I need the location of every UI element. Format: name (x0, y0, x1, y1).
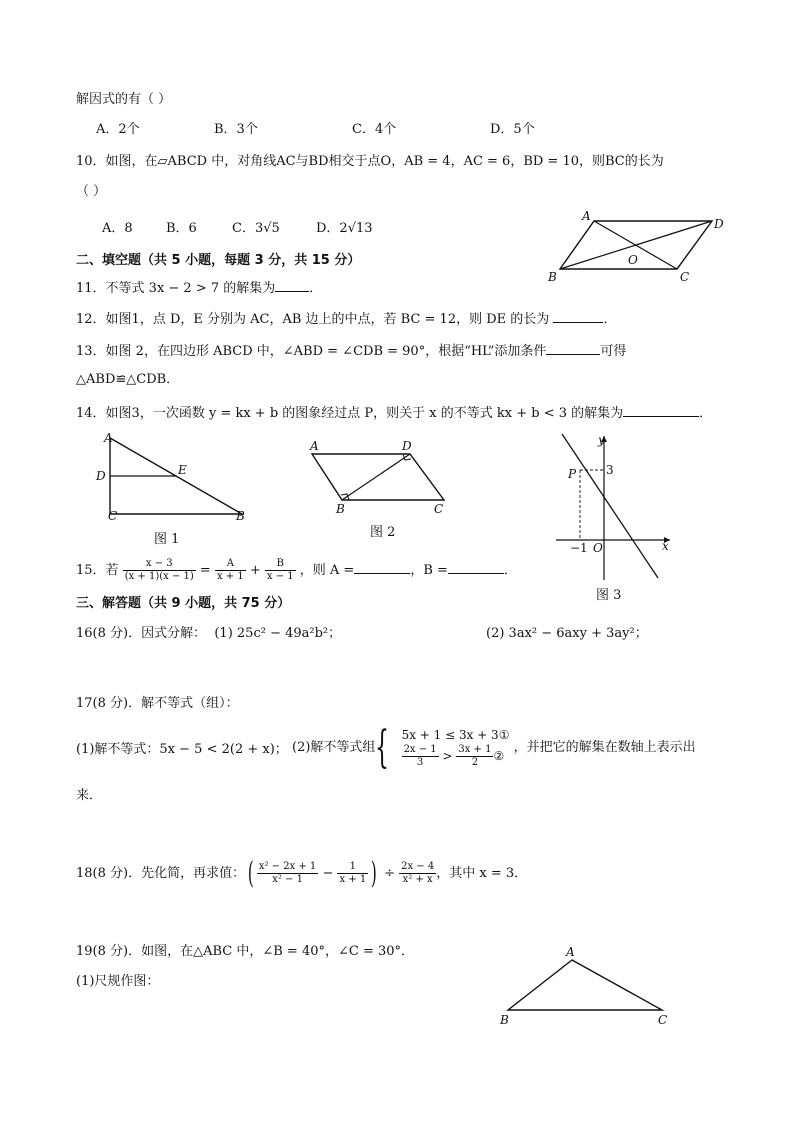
label-a: A (310, 439, 319, 453)
q19-text: 19(8 分)．如图，在△ABC 中，∠B = 40°，∠C = 30°． (76, 944, 415, 959)
label-e: E (178, 463, 187, 477)
q17-brace: { (375, 721, 390, 773)
q17-part1: (1)解不等式：5x − 5 < 2(2 + x)； (76, 742, 288, 757)
q19-sub1: (1)尺规作图： (76, 974, 160, 989)
q13-text: 13．如图 2，在四边形 ABCD 中，∠ABD = ∠CDB = 90°，根据“HL”添加条件 可得 (76, 344, 627, 359)
parallelogram-figure (540, 208, 740, 288)
q18-frac-1: $\frac{\text{x² − 2x + 1}}{\text{x² − 1}}$ (258, 861, 317, 885)
q15-blank-b (448, 561, 504, 574)
label-b: B (336, 502, 345, 516)
label-b: B (548, 270, 557, 284)
q11-text: 11．不等式 3x − 2 > 7 的解集为 ． (76, 281, 323, 296)
q9-option-d: D．5个 (490, 122, 535, 137)
q15-blank-a (354, 561, 410, 574)
label-y: y (598, 433, 605, 447)
q19-triangle-figure (494, 944, 684, 1028)
label-x: x (662, 539, 669, 553)
label-p: P (568, 467, 577, 481)
q12-blank (553, 310, 603, 323)
q14-blank (623, 404, 699, 417)
q18-frac-3: $\frac{2x - 4}{\text{x² + x}}$ (401, 861, 435, 885)
q9-option-c: C．4个 (352, 122, 397, 137)
diagonal-bd (342, 454, 410, 500)
q17-part2: (2)解不等式组{ 5x + 1 ≤ 3x + 3① $\frac{2x - 1}{3}$ > $\frac{3x + 1}{2}$ ② ，并把它的解集在数轴上表示出 (292, 721, 696, 773)
q10-paren: （ ） (76, 184, 107, 199)
label-a: A (566, 945, 575, 959)
q17-title: 17(8 分)．解不等式（组）： (76, 696, 239, 711)
label-o: O (628, 253, 638, 267)
section2-title: 二、填空题（共 5 小题，每题 3 分，共 15 分） (76, 253, 361, 268)
q9-option-b: B．3个 (214, 122, 258, 137)
fig2-caption: 图 2 (370, 525, 396, 540)
fig1-caption: 图 1 (154, 532, 180, 547)
label-d: D (402, 439, 412, 453)
q17-system: 5x + 1 ≤ 3x + 3① $\frac{2x - 1}{3}$ > $\frac{3x + 1}{2}$ ② (401, 728, 510, 768)
q16-part2: (2) 3ax² − 6axy + 3ay²； (486, 626, 648, 641)
q15-text: 15．若 $\frac{x - 3}{(x + 1)(x - 1)}$ = $\frac{A}{x + 1}$ + $\frac{B}{x - 1}$ ，则 A = ，B = ． (76, 558, 517, 582)
q9-tail: 解因式的有（ ） (76, 92, 172, 107)
label-c: C (108, 509, 118, 522)
label-c: C (680, 270, 690, 284)
q16-text: 16(8 分)．因式分解： (1) 25c² − 49a²b²； (76, 626, 342, 641)
label-minus-one: −1 (570, 541, 588, 555)
label-a: A (582, 209, 591, 223)
label-b: B (500, 1013, 509, 1027)
q17-frac-a: $\frac{2x - 1}{3}$ (403, 744, 437, 768)
q13-line2: △ABD≌△CDB． (76, 372, 180, 387)
label-d: D (96, 469, 106, 483)
quadrilateral-abcd (312, 454, 444, 500)
q17-frac-b: $\frac{3x + 1}{2}$ (458, 744, 492, 768)
figure-3-graph (552, 430, 676, 582)
q15-fraction-main: $\frac{x - 3}{(x + 1)(x - 1)}$ (124, 558, 194, 582)
label-d: D (714, 217, 724, 231)
q17-line2: 来． (76, 788, 103, 803)
q14-text: 14．如图3，一次函数 y = kx + b 的图象经过点 P，则关于 x 的不等式 kx + b < 3 的解集为 ． (76, 406, 713, 421)
q15-fraction-a: $\frac{A}{x + 1}$ (216, 558, 244, 582)
label-three: 3 (606, 463, 614, 477)
figure-2-quadrilateral (306, 436, 456, 516)
fig3-caption: 图 3 (596, 588, 622, 603)
label-a: A (104, 431, 113, 445)
label-c: C (658, 1013, 668, 1027)
triangle-abc (508, 960, 662, 1010)
q18-text: 18(8 分)．先化简，再求值：( $\frac{\text{x² − 2x + 1}}{\text{x² − 1}}$ − $\frac{1}{x + 1}$ ) ÷ $\frac{2x - 4}{\text{x² + x}}$ ，其中 x = 3． (76, 855, 528, 891)
q10-text: 10．如图，在▱ABCD 中，对角线AC与BD相交于点O，AB = 4，AC = 6，BD = 10，则BC的长为 (76, 154, 664, 169)
section3-title: 三、解答题（共 9 小题，共 75 分） (76, 596, 291, 611)
line-y-kx-b (562, 434, 658, 578)
q18-frac-2: $\frac{1}{x + 1}$ (339, 861, 367, 885)
q11-blank (275, 279, 309, 292)
label-c: C (434, 502, 444, 516)
label-b: B (236, 509, 245, 522)
q10-option-b: B．6 (166, 221, 197, 236)
label-origin: O (593, 541, 603, 555)
q12-text: 12．如图1，点 D，E 分别为 AC，AB 边上的中点，若 BC = 12，则 DE 的长为 ． (76, 312, 617, 327)
q15-fraction-b: $\frac{B}{x - 1}$ (266, 558, 294, 582)
q10-option-a: A．8 (102, 221, 133, 236)
q10-option-c: C．3√5 (232, 221, 280, 236)
q10-option-d: D．2√13 (316, 221, 373, 236)
q9-option-a: A．2个 (96, 122, 140, 137)
figure-1-triangle (90, 430, 260, 522)
q13-blank (546, 342, 600, 355)
